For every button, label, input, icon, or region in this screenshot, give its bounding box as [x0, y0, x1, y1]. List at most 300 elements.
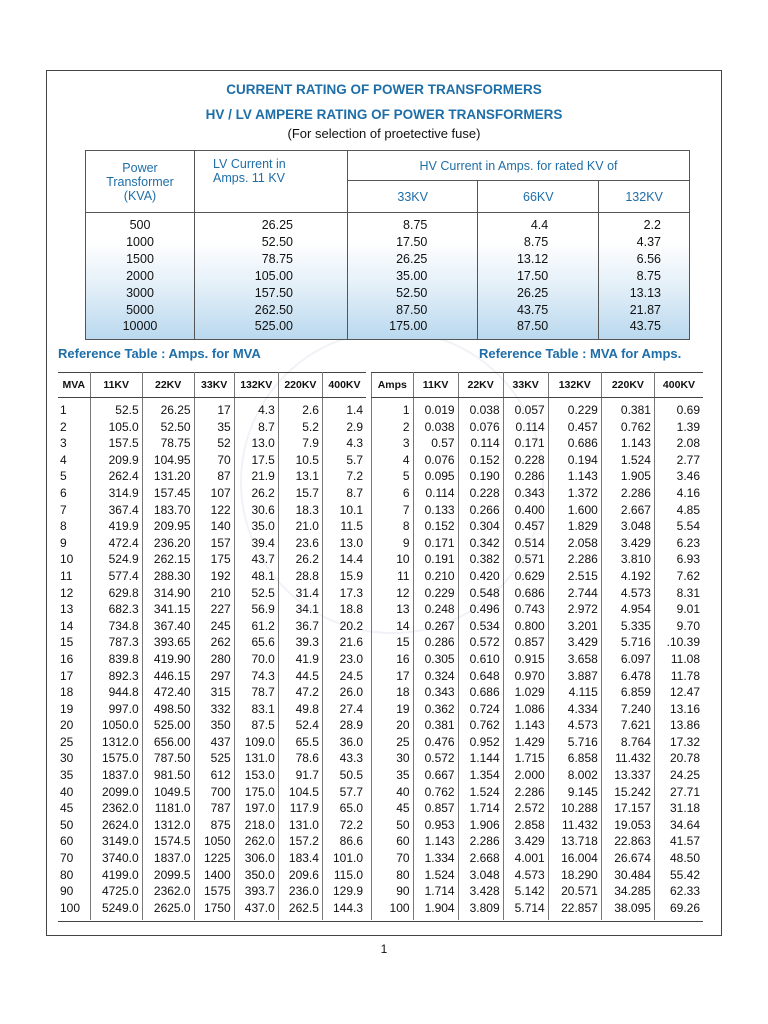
- table-cell: 1.143: [601, 435, 654, 452]
- table-row: [58, 419, 366, 436]
- table-cell: 3.809: [458, 900, 503, 921]
- table-cell: 0.171: [413, 535, 458, 552]
- table-cell: 315: [194, 684, 234, 701]
- table-cell: 11.5: [340, 519, 363, 534]
- table-cell: 0.038: [458, 398, 503, 419]
- table-cell: 18.290: [548, 867, 601, 884]
- table-cell: 18.8: [339, 602, 363, 617]
- table-cell: 2.77: [676, 452, 700, 467]
- table-cell: 6.93: [676, 552, 700, 567]
- table-cell: 0.686: [503, 585, 548, 602]
- table-cell: 1.906: [458, 817, 503, 834]
- table-cell: 3.429: [601, 535, 654, 552]
- table-cell: 12: [58, 585, 90, 602]
- table-cell: 0.686: [548, 435, 601, 452]
- table-cell: 1: [58, 398, 90, 419]
- table-cell: 129.9: [332, 884, 363, 899]
- table-cell: 981.50: [142, 767, 194, 784]
- table-cell: 20: [372, 717, 414, 734]
- table-row: [372, 452, 704, 469]
- table-cell: 40: [372, 784, 414, 801]
- table-cell: 0.800: [503, 618, 548, 635]
- table-cell: 8: [58, 518, 90, 535]
- table-cell: 1181.0: [142, 800, 194, 817]
- table-row: [372, 518, 704, 535]
- table-cell: 52.5: [234, 585, 278, 602]
- table-cell: 1049.5: [142, 784, 194, 801]
- table-cell: 1.904: [413, 900, 458, 921]
- column-header: Amps: [372, 373, 414, 398]
- table-cell: 245: [194, 618, 234, 635]
- cell-value: 262.50: [254, 302, 293, 317]
- table-cell: 0.857: [503, 634, 548, 651]
- table-row: [372, 717, 704, 734]
- table-cell: 0.057: [503, 398, 548, 419]
- table-cell: 87: [194, 468, 234, 485]
- table-cell: 2.286: [503, 784, 548, 801]
- table-cell: 0.210: [413, 568, 458, 585]
- table-cell: 52: [194, 435, 234, 452]
- table-cell: 0.572: [458, 634, 503, 651]
- table-cell: 34.64: [669, 817, 700, 832]
- cell-value: 4.37: [636, 234, 661, 249]
- table-row: [372, 651, 704, 668]
- table-row: [58, 651, 366, 668]
- table-cell: 341.15: [142, 601, 194, 618]
- cell-value: 175.00: [389, 319, 428, 334]
- table-cell: 2.858: [503, 817, 548, 834]
- hv-33kv-column: [348, 213, 478, 340]
- cell-value: 17.50: [396, 234, 428, 249]
- table-cell: 8.002: [548, 767, 601, 784]
- table-cell: 1.715: [503, 750, 548, 767]
- table-cell: 65.0: [339, 801, 363, 816]
- table-row: [372, 701, 704, 718]
- table-cell: 5.142: [503, 883, 548, 900]
- table-cell: 4.85: [676, 502, 700, 517]
- table-cell: 6.097: [601, 651, 654, 668]
- table-cell: 45: [372, 800, 414, 817]
- table-cell: 23.0: [339, 651, 363, 666]
- table-cell: 157.5: [90, 435, 142, 452]
- table-cell: 50.5: [339, 768, 363, 783]
- cell-value: 52.50: [396, 285, 428, 300]
- table-cell: 367.4: [90, 502, 142, 519]
- table-cell: 13.16: [669, 701, 700, 716]
- table-cell: 1750: [194, 900, 234, 921]
- table-cell: 5.714: [503, 900, 548, 921]
- table-row: [372, 634, 704, 651]
- table-cell: 13.0: [339, 535, 363, 550]
- column-header: 220KV: [601, 373, 654, 398]
- header-line: Power: [122, 160, 158, 175]
- table-cell: 1.144: [458, 750, 503, 767]
- table-cell: 87.5: [234, 717, 278, 734]
- table-cell: 7.240: [601, 701, 654, 718]
- table-cell: 0.762: [601, 419, 654, 436]
- table-cell: 4: [372, 452, 414, 469]
- table-cell: 35.0: [234, 518, 278, 535]
- table-header-row: [372, 373, 704, 398]
- table-cell: 31.18: [669, 801, 700, 816]
- table-cell: 17.157: [601, 800, 654, 817]
- header-line: (KVA): [123, 188, 157, 203]
- table-cell: 15: [372, 634, 414, 651]
- header-66kv: 66KV: [478, 181, 599, 213]
- column-header: 11KV: [90, 373, 142, 398]
- table-cell: 30: [372, 750, 414, 767]
- table-cell: 0.686: [458, 684, 503, 701]
- table-row: [58, 701, 366, 718]
- table-cell: 525: [194, 750, 234, 767]
- table-cell: 14: [58, 618, 90, 635]
- table-cell: 78.75: [142, 435, 194, 452]
- cell-value: 8.75: [636, 268, 661, 283]
- table-cell: 0.952: [458, 734, 503, 751]
- table-cell: 0.266: [458, 502, 503, 519]
- table-cell: 140: [194, 518, 234, 535]
- table-cell: 3149.0: [90, 833, 142, 850]
- table-cell: 4.16: [676, 485, 700, 500]
- cell-value: 26.25: [396, 251, 428, 266]
- table-cell: 9.145: [548, 784, 601, 801]
- table-cell: 22.863: [601, 833, 654, 850]
- table-cell: 12.47: [669, 685, 700, 700]
- table-cell: 13.337: [601, 767, 654, 784]
- table-cell: 2.6: [278, 398, 322, 419]
- table-cell: 0.095: [413, 468, 458, 485]
- table-cell: 0.381: [413, 717, 458, 734]
- cell-value: 8.75: [403, 218, 428, 232]
- table-cell: 44.5: [278, 668, 322, 685]
- table-cell: 192: [194, 568, 234, 585]
- table-cell: 131.0: [234, 750, 278, 767]
- table-cell: 2.515: [548, 568, 601, 585]
- cell-value: 52.50: [261, 234, 293, 249]
- table-cell: 183.70: [142, 502, 194, 519]
- table-cell: 734.8: [90, 618, 142, 635]
- table-cell: 0.381: [601, 398, 654, 419]
- table-cell: 131.20: [142, 468, 194, 485]
- table-cell: 3740.0: [90, 850, 142, 867]
- table-row: [58, 883, 366, 900]
- table-cell: 10: [372, 551, 414, 568]
- table-cell: 12: [372, 585, 414, 602]
- table-cell: 0.667: [413, 767, 458, 784]
- table-cell: 39.3: [278, 634, 322, 651]
- table-cell: 14: [372, 618, 414, 635]
- cell-value: 87.50: [396, 302, 428, 317]
- table-cell: 0.286: [413, 634, 458, 651]
- table-cell: 2: [58, 419, 90, 436]
- table-cell: 1575: [194, 883, 234, 900]
- table-cell: 0.133: [413, 502, 458, 519]
- table-cell: 52.50: [142, 419, 194, 436]
- table-row: [372, 551, 704, 568]
- table-cell: 10.5: [278, 452, 322, 469]
- cell-value: 13.13: [629, 285, 661, 300]
- table-cell: 1.143: [503, 717, 548, 734]
- table-cell: 0.038: [413, 419, 458, 436]
- table-cell: 26.2: [234, 485, 278, 502]
- table-cell: 5.2: [278, 419, 322, 436]
- table-cell: 1.600: [548, 502, 601, 519]
- table-cell: 2.286: [601, 485, 654, 502]
- table-cell: 1.429: [503, 734, 548, 751]
- table-cell: 0.076: [413, 452, 458, 469]
- table-cell: 9: [372, 535, 414, 552]
- table-cell: 437: [194, 734, 234, 751]
- table-cell: 13.718: [548, 833, 601, 850]
- table-row: [58, 784, 366, 801]
- table-cell: 18: [372, 684, 414, 701]
- table-cell: 4725.0: [90, 883, 142, 900]
- table-row: [58, 535, 366, 552]
- table-cell: 0.610: [458, 651, 503, 668]
- table-cell: 3.429: [503, 833, 548, 850]
- table-cell: 65.6: [234, 634, 278, 651]
- table-cell: 0.629: [503, 568, 548, 585]
- table-cell: 101.0: [332, 851, 363, 866]
- table-cell: 682.3: [90, 601, 142, 618]
- table-cell: 5.335: [601, 618, 654, 635]
- table-cell: 11.432: [601, 750, 654, 767]
- table-cell: 314.9: [90, 485, 142, 502]
- table-cell: 0.228: [458, 485, 503, 502]
- table-cell: 35: [194, 419, 234, 436]
- table-row: [372, 398, 704, 419]
- column-header: 220KV: [278, 373, 322, 398]
- table-cell: 787.50: [142, 750, 194, 767]
- cell-value: 2.2: [643, 218, 661, 232]
- table-row: [372, 568, 704, 585]
- header-line: LV Current in: [213, 157, 286, 171]
- table-cell: 11: [58, 568, 90, 585]
- table-cell: 3: [58, 435, 90, 452]
- header-hv-current: HV Current in Amps. for rated KV of: [348, 151, 690, 181]
- table-cell: 9.01: [676, 602, 700, 617]
- table-cell: 115.0: [333, 867, 363, 882]
- table-cell: 787: [194, 800, 234, 817]
- table-cell: 1.714: [458, 800, 503, 817]
- table-row: [372, 800, 704, 817]
- table-cell: 0.571: [503, 551, 548, 568]
- page-subtitle: HV / LV AMPERE RATING OF POWER TRANSFORMERS: [205, 107, 563, 122]
- table-cell: 17: [58, 668, 90, 685]
- table-cell: 6.859: [601, 684, 654, 701]
- table-cell: 70.0: [234, 651, 278, 668]
- table-row: [372, 485, 704, 502]
- header-lv-current: [195, 151, 348, 213]
- table-cell: 24.5: [339, 668, 363, 683]
- table-cell: 24.25: [669, 768, 700, 783]
- header-132kv: 132KV: [599, 181, 690, 213]
- table-cell: 419.9: [90, 518, 142, 535]
- table-row: [58, 518, 366, 535]
- table-cell: 17.32: [669, 734, 700, 749]
- table-cell: 1312.0: [142, 817, 194, 834]
- table-cell: 1.524: [413, 867, 458, 884]
- table-cell: 25: [372, 734, 414, 751]
- table-cell: 0.362: [413, 701, 458, 718]
- cell-value: 6.56: [636, 251, 661, 266]
- table-cell: 3.428: [458, 883, 503, 900]
- table-cell: 306.0: [234, 850, 278, 867]
- table-body-row: [86, 213, 690, 340]
- column-header: 22KV: [458, 373, 503, 398]
- table-row: [58, 668, 366, 685]
- table-cell: 16.004: [548, 850, 601, 867]
- table-row: [58, 585, 366, 602]
- table-cell: 0.152: [413, 518, 458, 535]
- table-cell: 21.6: [339, 635, 363, 650]
- table-cell: 7.9: [278, 435, 322, 452]
- table-cell: 0.69: [676, 403, 700, 417]
- table-cell: 10.1: [339, 502, 363, 517]
- table-cell: 157: [194, 535, 234, 552]
- table-cell: 6: [372, 485, 414, 502]
- table-cell: 13.1: [278, 468, 322, 485]
- table-cell: 80: [372, 867, 414, 884]
- table-cell: 0.305: [413, 651, 458, 668]
- table-cell: 0.286: [503, 468, 548, 485]
- table-cell: 7.62: [676, 568, 700, 583]
- bottom-divider: [58, 921, 703, 922]
- table-cell: 19: [372, 701, 414, 718]
- cell-value: 4.4: [530, 218, 549, 232]
- table-row: [372, 468, 704, 485]
- table-cell: 209.6: [278, 867, 322, 884]
- table-cell: 0.267: [413, 618, 458, 635]
- table-cell: 393.7: [234, 883, 278, 900]
- table-cell: 13: [58, 601, 90, 618]
- table-cell: 332: [194, 701, 234, 718]
- table-cell: 28.9: [339, 718, 363, 733]
- table-cell: 49.8: [278, 701, 322, 718]
- table-cell: 7: [58, 502, 90, 519]
- table-cell: 100: [372, 900, 414, 921]
- table-cell: 11.432: [548, 817, 601, 834]
- table-cell: 41.57: [669, 834, 700, 849]
- table-cell: 1400: [194, 867, 234, 884]
- table-cell: 0.228: [503, 452, 548, 469]
- table-row: [58, 850, 366, 867]
- cell-value: 525.00: [254, 319, 293, 334]
- table-cell: 20: [58, 717, 90, 734]
- table-cell: 2.972: [548, 601, 601, 618]
- page-number: 1: [380, 942, 388, 956]
- table-cell: 3.46: [676, 469, 700, 484]
- table-row: [58, 750, 366, 767]
- table-cell: 0.248: [413, 601, 458, 618]
- table-cell: 122: [194, 502, 234, 519]
- table-cell: 875: [194, 817, 234, 834]
- table-cell: .10.39: [666, 635, 700, 650]
- table-row: [58, 833, 366, 850]
- table-cell: 105.0: [90, 419, 142, 436]
- table-row: [372, 833, 704, 850]
- table-cell: 0.114: [503, 419, 548, 436]
- table-cell: 262.4: [90, 468, 142, 485]
- table-cell: 4.115: [548, 684, 601, 701]
- table-cell: 0.476: [413, 734, 458, 751]
- table-cell: 209.95: [142, 518, 194, 535]
- table-cell: 4.573: [503, 867, 548, 884]
- table-cell: 20.78: [669, 751, 700, 766]
- table-cell: 1: [372, 398, 414, 419]
- table-cell: 0.114: [413, 485, 458, 502]
- lv-11kv-column: [195, 213, 348, 340]
- table-cell: 210: [194, 585, 234, 602]
- table-cell: 2.286: [458, 833, 503, 850]
- table-cell: 2.572: [503, 800, 548, 817]
- table-cell: 2624.0: [90, 817, 142, 834]
- table-row: [58, 398, 366, 419]
- table-cell: 45: [58, 800, 90, 817]
- table-cell: 43.7: [234, 551, 278, 568]
- table-cell: 437.0: [234, 900, 278, 921]
- table-cell: 43.3: [339, 751, 363, 766]
- page-title: CURRENT RATING OF POWER TRANSFORMERS: [226, 82, 542, 97]
- table-cell: 5.716: [601, 634, 654, 651]
- cell-value: 35.00: [396, 268, 428, 283]
- table-cell: 72.2: [339, 817, 363, 832]
- column-header: 33KV: [194, 373, 234, 398]
- table-cell: 31.4: [278, 585, 322, 602]
- table-cell: 1312.0: [90, 734, 142, 751]
- table-cell: 6: [58, 485, 90, 502]
- table-row: [372, 618, 704, 635]
- table-cell: 117.9: [278, 800, 322, 817]
- table-cell: 367.40: [142, 618, 194, 635]
- table-cell: 65.5: [278, 734, 322, 751]
- table-cell: 91.7: [278, 767, 322, 784]
- table-cell: 30: [58, 750, 90, 767]
- table-cell: 157.45: [142, 485, 194, 502]
- table-cell: 39.4: [234, 535, 278, 552]
- table-cell: 13.86: [669, 718, 700, 733]
- mva-for-amps-table: [371, 372, 703, 920]
- table-cell: 525.00: [142, 717, 194, 734]
- table-cell: 1837.0: [90, 767, 142, 784]
- table-cell: 0.420: [458, 568, 503, 585]
- table-cell: 1575.0: [90, 750, 142, 767]
- table-cell: 3.201: [548, 618, 601, 635]
- table-cell: 2362.0: [90, 800, 142, 817]
- table-cell: 3.810: [601, 551, 654, 568]
- table-cell: 0.400: [503, 502, 548, 519]
- table-row: [372, 817, 704, 834]
- table-row: [372, 784, 704, 801]
- table-cell: 48.1: [234, 568, 278, 585]
- table-row: [372, 535, 704, 552]
- table-cell: 21.0: [278, 518, 322, 535]
- table-cell: 0.743: [503, 601, 548, 618]
- table-cell: 50: [58, 817, 90, 834]
- cell-value: 21.87: [629, 302, 661, 317]
- table-cell: 524.9: [90, 551, 142, 568]
- cell-value: 43.75: [516, 302, 549, 317]
- table-cell: 78.6: [278, 750, 322, 767]
- table-cell: 109.0: [234, 734, 278, 751]
- table-cell: 34.1: [278, 601, 322, 618]
- cell-value: 13.12: [516, 251, 549, 266]
- table-cell: 787.3: [90, 634, 142, 651]
- table-cell: 11.08: [670, 651, 700, 666]
- table-row: [372, 883, 704, 900]
- table-cell: 11.78: [670, 668, 700, 683]
- table-cell: 131.0: [278, 817, 322, 834]
